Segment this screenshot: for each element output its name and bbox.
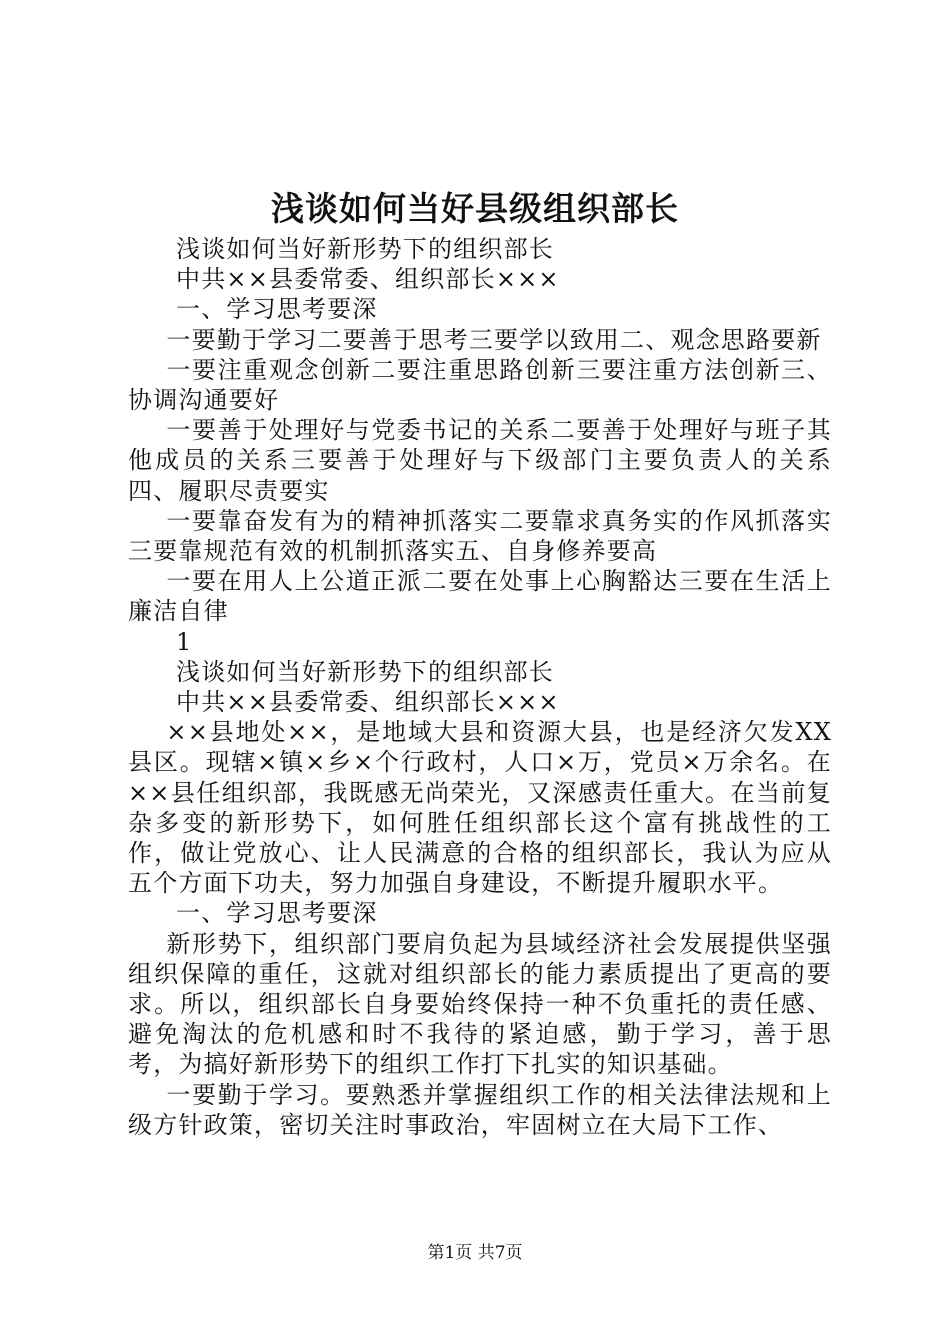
paragraph-heading-1-repeat: 一、学习思考要深: [176, 899, 378, 928]
paragraph-heading-1: 一、学习思考要深: [176, 295, 378, 324]
paragraph-subtitle: 浅谈如何当好新形势下的组织部长: [176, 235, 554, 263]
paragraph-section-1-point-1: 一要勤于学习。要熟悉并掌握组织工作的相关法律法规和上级方针政策，密切关注时事政治，牢固树立在大局下工作、: [128, 1080, 832, 1139]
paragraph-outline-1: 一要勤于学习二要善于思考三要学以致用二、观念思路要新: [166, 325, 822, 354]
document-body: [128, 234, 832, 1140]
document-title: 浅谈如何当好县级组织部长: [271, 189, 679, 228]
paragraph-author-repeat: 中共××县委常委、组织部长×××: [176, 688, 560, 717]
paragraph-section-1-text: 新形势下，组织部门要肩负起为县域经济社会发展提供坚强组织保障的重任，这就对组织部长的能力素质提出了更高的要求。所以，组织部长自身要始终保持一种不负重托的责任感、避免淘汰的危机感和时不我待的紧迫感，勤于学习，善于思考，为搞好新形势下的组织工作打下扎实的知识基础。: [128, 929, 832, 1079]
paragraph-intro: ××县地处××，是地域大县和资源大县，也是经济欠发XX县区。现辖×镇×乡×个行政村，人口×万，党员×万余名。在××县任组织部，我既感无尚荣光，又深感责任重大。在当前复杂多变的新形势下，如何胜任组织部长这个富有挑战性的工作，做让党放心、让人民满意的合格的组织部长，我认为应从五个方面下功夫，努力加强自身建设，不断提升履职水平。: [128, 718, 832, 898]
paragraph-outline-2: 一要注重观念创新二要注重思路创新三要注重方法创新三、协调沟通要好: [128, 355, 832, 415]
paragraph-outline-5: 一要在用人上公道正派二要在处事上心胸豁达三要在生活上廉洁自律: [128, 567, 832, 626]
paragraph-outline-4: 一要靠奋发有为的精神抓落实二要靠求真务实的作风抓落实三要靠规范有效的机制抓落实五、自身修养要高: [128, 506, 832, 566]
paragraph-outline-3: 一要善于处理好与党委书记的关系二要善于处理好与班子其他成员的关系三要善于处理好与下级部门主要负责人的关系四、履职尽责要实: [128, 416, 832, 505]
paragraph-author: 中共××县委常委、组织部长×××: [176, 265, 560, 294]
page-footer: 第1页 共7页: [427, 1243, 523, 1263]
paragraph-number: 1: [176, 627, 193, 656]
paragraph-subtitle-repeat: 浅谈如何当好新形势下的组织部长: [176, 657, 554, 686]
